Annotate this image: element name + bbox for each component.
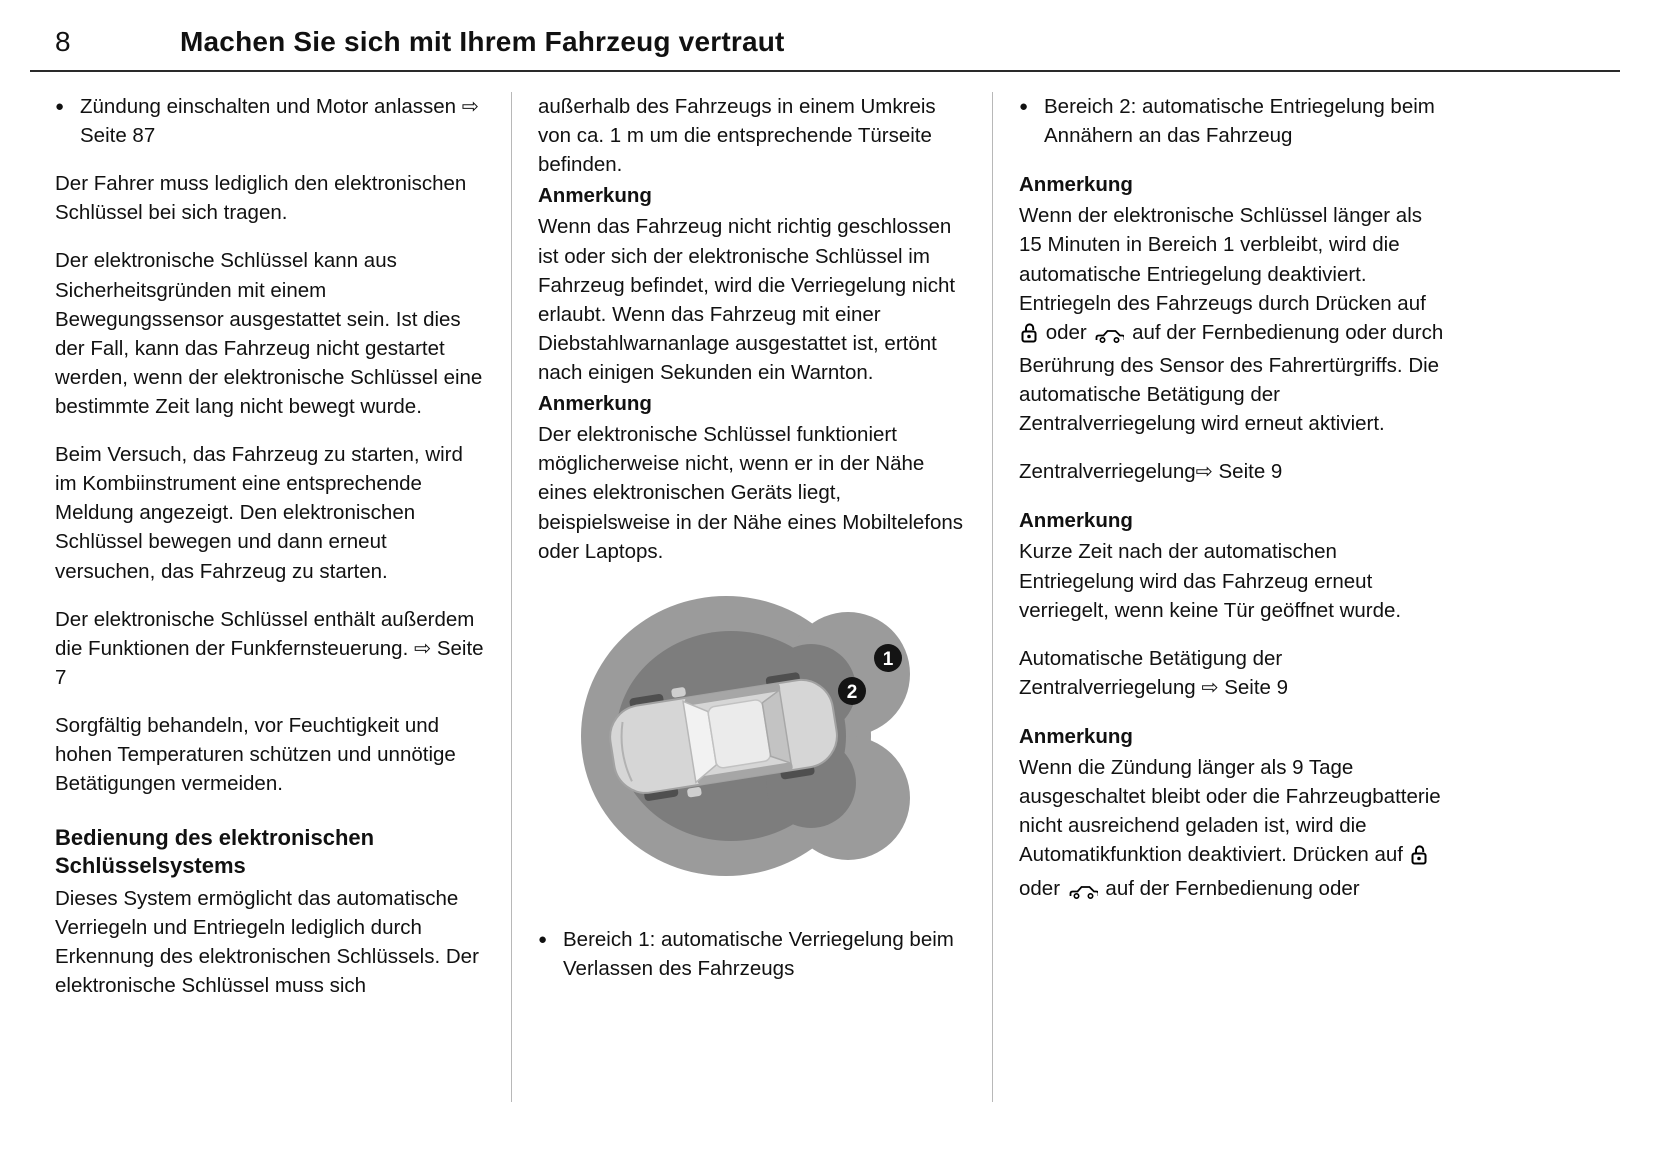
- remote-control-car-icon: [1068, 878, 1098, 907]
- list-item-text: Bereich 2: automatische Entriegelung beim Annähern an das Fahrzeug: [1044, 95, 1435, 148]
- column-2: [538, 92, 966, 1102]
- page-header: [55, 26, 1653, 58]
- paragraph-text: oder: [1040, 320, 1093, 344]
- paragraph: [1019, 201, 1447, 438]
- bullet-icon: ●: [538, 930, 548, 948]
- page-title: Machen Sie sich mit Ihrem Fahrzeug vertraut: [180, 26, 785, 57]
- svg-text:1: 1: [882, 648, 894, 670]
- svg-text:2: 2: [846, 681, 858, 703]
- paragraph-text: Wenn der elektronische Schlüssel länger als 15 Minuten in Bereich 1 verbleibt, wird die automatische Entriegelung deaktiviert. Entriegeln des Fahrzeugs durch Drücken auf: [1019, 204, 1426, 315]
- paragraph: Der Fahrer muss lediglich den elektronischen Schlüssel bei sich tragen.: [55, 172, 467, 225]
- column-1: [55, 92, 485, 1102]
- paragraph: [1019, 753, 1447, 907]
- column-divider: [992, 92, 993, 1102]
- note-heading: Anmerkung: [538, 184, 652, 208]
- key-zones-figure: [576, 586, 936, 891]
- paragraph: Beim Versuch, das Fahrzeug zu starten, wird im Kombiinstrument eine entsprechende Meldung angezeigt. Den elektronischen Schlüssel bewegen und dann erneut versuchen, das Fahrzeug zu starten.: [55, 443, 463, 583]
- paragraph-text: auf der Fernbedienung oder durch Berührung des Sensor des Fahrertürgriffs. Die automatische Betätigung der Zentralverriegelung wird erneut aktiviert.: [1019, 320, 1444, 436]
- note-heading: Anmerkung: [1019, 173, 1133, 197]
- page-number: 8: [55, 26, 71, 57]
- paragraph: Der elektronische Schlüssel funktioniert möglicherweise nicht, wenn er in der Nähe eines elektronischen Geräts liegt, beispielsweise in der Nähe eines Mobiltelefons oder Laptops.: [538, 423, 964, 563]
- note-heading: Anmerkung: [1019, 509, 1133, 533]
- list-item: [538, 925, 966, 983]
- list-item-text: Zündung einschalten und Motor anlassen ⇨ Seite 87: [80, 95, 479, 148]
- paragraph: Zentralverriegelung⇨ Seite 9: [1019, 460, 1283, 484]
- zone-2-marker: [838, 677, 866, 705]
- list-item: [55, 92, 485, 150]
- list-item: [1019, 92, 1447, 150]
- paragraph: außerhalb des Fahrzeugs in einem Umkreis von ca. 1 m um die entsprechende Türseite befinden.: [538, 95, 936, 177]
- paragraph: Dieses System ermöglicht das automatische Verriegeln und Entriegeln lediglich durch Erkennung des elektronischen Schlüssels. Der elektronische Schlüssel muss sich: [55, 886, 479, 997]
- unlock-icon: [1411, 844, 1428, 873]
- note-heading: Anmerkung: [538, 392, 652, 416]
- paragraph-text: oder: [1019, 876, 1066, 900]
- paragraph: Der elektronische Schlüssel kann aus Sicherheitsgründen mit einem Bewegungssensor ausgestattet sein. Ist dies der Fall, kann das Fahrzeug nicht gestartet werden, wenn der elektronische Schlüssel eine bestimmte Zeit lang nicht bewegt wurde.: [55, 249, 483, 418]
- unlock-icon: [1021, 322, 1038, 351]
- list-item-text: Bereich 1: automatische Verriegelung beim Verlassen des Fahrzeugs: [563, 927, 954, 980]
- bullet-icon: ●: [55, 98, 65, 115]
- key-zones-illustration: [576, 586, 936, 886]
- text-columns: [55, 92, 1653, 1102]
- paragraph: Automatische Betätigung der Zentralverriegelung ⇨ Seite 9: [1019, 646, 1289, 699]
- paragraph: Der elektronische Schlüssel enthält außerdem die Funktionen der Funkfernsteuerung. ⇨ Seite 7: [55, 607, 484, 689]
- paragraph: Kurze Zeit nach der automatischen Entriegelung wird das Fahrzeug erneut verriegelt, wenn keine Tür geöffnet wurde.: [1019, 540, 1402, 622]
- header-rule: [30, 70, 1620, 72]
- paragraph-text: Wenn die Zündung länger als 9 Tage ausgeschaltet bleibt oder die Fahrzeugbatterie nicht ausreichend geladen ist, wird die Automatikfunktion deaktiviert. Drücken auf: [1019, 756, 1441, 867]
- zone-1-marker: [874, 644, 902, 672]
- remote-control-car-icon: [1094, 322, 1124, 351]
- column-3: [1019, 92, 1447, 1102]
- column-divider: [511, 92, 512, 1102]
- section-heading: Bedienung des elektronischen Schlüsselsystems: [55, 825, 375, 879]
- bullet-icon: ●: [1019, 98, 1029, 115]
- paragraph: Sorgfältig behandeln, vor Feuchtigkeit und hohen Temperaturen schützen und unnötige Betätigungen vermeiden.: [55, 713, 456, 796]
- paragraph-text: auf der Fernbedienung oder: [1099, 876, 1360, 900]
- paragraph: Wenn das Fahrzeug nicht richtig geschlossen ist oder sich der elektronische Schlüssel im Fahrzeug befindet, wird die Verriegelung nicht erlaubt. Wenn das Fahrzeug mit einer Diebstahlwarnanlage ausgestattet ist, ertönt nach einigen Sekunden ein Warnton.: [538, 215, 956, 384]
- note-heading: Anmerkung: [1019, 724, 1133, 748]
